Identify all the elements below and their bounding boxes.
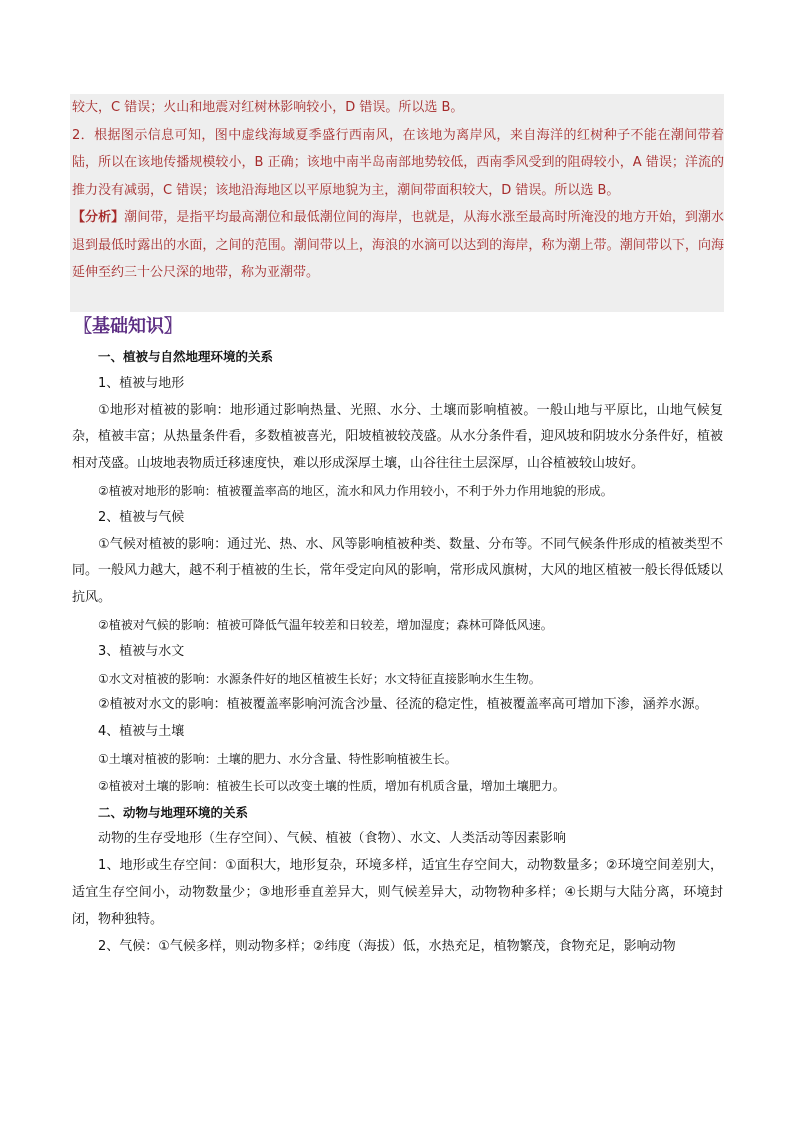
- knowledge-content: [72, 344, 723, 960]
- paragraph-vegetation-hydrology: ②植被对水文的影响：植被覆盖率影响河流含沙量、径流的稳定性，植被覆盖率高可增加下渗，涵养水源。: [98, 697, 708, 713]
- subheading-vegetation-soil: 4、植被与土壤: [98, 724, 185, 740]
- paragraph-animal-landform: 1、地形或生存空间：①面积大，地形复杂，环境多样，适宜生存空间大，动物数量多；②环境空间差别大，适宜生存空间小，动物数量少；③地形垂直差异大，则气候差异大，动物物种多样；④长期与大陆分离，环境封闭，物种独特。: [72, 858, 723, 927]
- paragraph-vegetation-soil: ②植被对土壤的影响：植被生长可以改变土壤的性质，增加有机质含量，增加土壤肥力。: [98, 778, 565, 793]
- subheading-vegetation-climate: 2、植被与气候: [98, 509, 185, 525]
- paragraph-soil-effect: ①土壤对植被的影响：土壤的肥力、水分含量、特性影响植被生长。: [98, 751, 457, 766]
- analysis-tag: 【分析】: [72, 210, 125, 225]
- paragraph-animal-factors: 动物的生存受地形（生存空间）、气候、植被（食物）、水文、人类活动等因素影响: [98, 831, 567, 847]
- section-title: 〖基础知识〗: [74, 316, 182, 337]
- subheading-vegetation-landform: 1、植被与地形: [98, 375, 185, 391]
- paragraph-vegetation-climate: ②植被对气候的影响：植被可降低气温年较差和日较差，增加湿度；森林可降低风速。: [98, 617, 553, 632]
- subheading-vegetation-hydrology: 3、植被与水文: [98, 643, 185, 659]
- paragraph-vegetation-landform: ②植被对地形的影响：植被覆盖率高的地区，流水和风力作用较小，不利于外力作用地貌的形成。: [98, 483, 613, 498]
- paragraph-climate-effect: ①气候对植被的影响：通过光、热、水、风等影响植被种类、数量、分布等。不同气候条件形成的植被类型不同。一般风力越大，越不利于植被的生长，常年受定向风的影响，常形成风旗树，大风的地区植被一般长得低矮以抗风。: [72, 536, 723, 606]
- paragraph-landform-effect: ①地形对植被的影响：地形通过影响热量、光照、水分、土壤而影响植被。一般山地与平原比，山地气候复杂，植被丰富；从热量条件看，多数植被喜光，阳坡植被较茂盛。从水分条件看，迎风坡和阴坡水分条件好，植被相对茂盛。山坡地表物质迁移速度快，难以形成深厚土壤，山谷往往土层深厚，山谷植被较山坡好。: [72, 402, 723, 472]
- heading-animal-environment: 二、动物与地理环境的关系: [98, 804, 249, 820]
- answer-question-2: 2．根据图示信息可知，图中虚线海域夏季盛行西南风，在该地为离岸风，来自海洋的红树种子不能在潮间带着陆，所以在该地传播规模较小，B 正确；该地中南半岛南部地势较低，西南季风受到的阻碍较小，A 错误；洋流的推力没有减弱，C 错误；该地沿海地区以平原地貌为主，潮间带面积较大，D 错误。所以选 B。: [72, 127, 724, 198]
- heading-vegetation-environment: 一、植被与自然地理环境的关系: [98, 349, 274, 364]
- analysis-text: 潮间带，是指平均最高潮位和最低潮位间的海岸，也就是，从海水涨至最高时所淹没的地方开始，到潮水退到最低时露出的水面，之间的范围。潮间带以上，海浪的水滴可以达到的海岸，称为潮上带。潮间带以下，向海延伸至约三十公尺深的地带，称为亚潮带。: [72, 210, 724, 280]
- answer-line-1: 较大，C 错误；火山和地震对红树林影响较小，D 错误。所以选 B。: [72, 100, 464, 115]
- answer-analysis: [72, 204, 724, 287]
- paragraph-hydrology-effect: ①水文对植被的影响：水源条件好的地区植被生长好；水文特征直接影响水生生物。: [98, 671, 541, 686]
- paragraph-animal-climate: 2、气候：①气候多样，则动物多样；②纬度（海拔）低，水热充足，植物繁茂，食物充足，影响动物: [98, 938, 676, 954]
- answer-explanation: [72, 94, 724, 287]
